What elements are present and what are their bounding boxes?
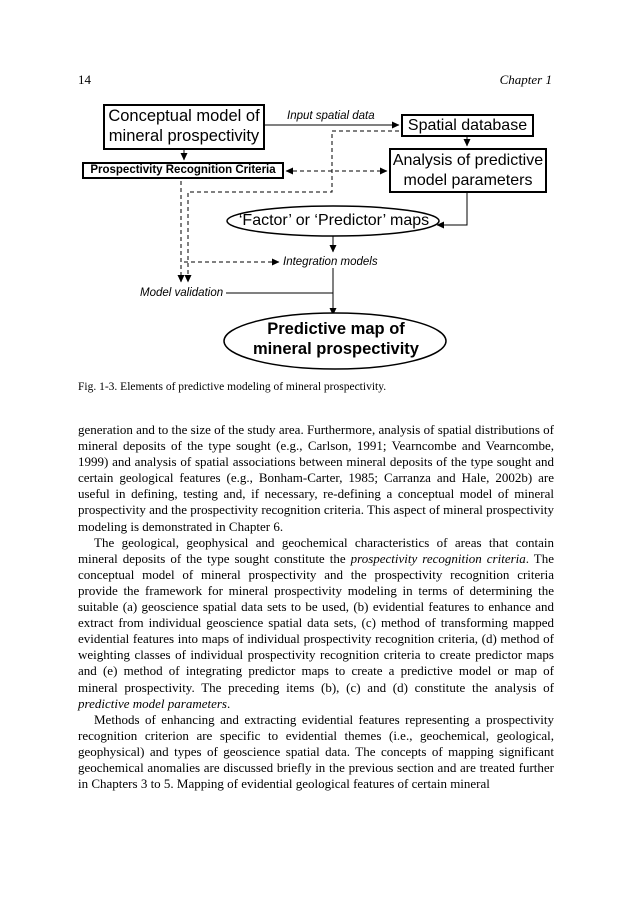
paragraph-2-part-a: The geological, geophysical and geochemical characteristics of areas that contain mineral deposits of the type sought constitute the bbox=[78, 534, 554, 566]
arrow-analysis-to-factor bbox=[437, 193, 467, 225]
paragraph-2-emphasis-1: prospectivity recognition criteria bbox=[350, 550, 526, 566]
factor-maps-label: ‘Factor’ or ‘Predictor’ maps bbox=[238, 212, 430, 229]
paragraph-2 bbox=[78, 535, 554, 712]
analysis-line-1: Analysis of predictive bbox=[392, 152, 544, 170]
paragraph-2-emphasis-2: predictive model parameters bbox=[78, 695, 227, 711]
final-map-line-2: mineral prospectivity bbox=[253, 339, 419, 358]
running-header-chapter: Chapter 1 bbox=[499, 72, 552, 87]
paragraph-1: generation and to the size of the study area. Furthermore, analysis of spatial distributions of mineral deposits of the type sought (e.g., Carlson, 1991; Vearncombe and Vearncombe, 1999) and analysis of spatial associations between mineral deposits of the type sought and certain geological features (e.g., Bonham-Carter, 1985; Carranza and Hale, 2002b) are useful in defining, testing and, if necessary, re-defining a conceptual model of mineral prospectivity and the prospectivity recognition criteria. This aspect of mineral prospectivity modeling is demonstrated in Chapter 6. bbox=[78, 422, 554, 534]
conceptual-model-box bbox=[103, 104, 265, 150]
model-validation-label: Model validation bbox=[140, 287, 224, 299]
final-map-line-1: Predictive map of bbox=[267, 320, 405, 338]
analysis-box bbox=[389, 148, 547, 193]
input-spatial-data-label: Input spatial data bbox=[287, 110, 375, 122]
figure-caption: Fig. 1-3. Elements of predictive modeling of mineral prospectivity. bbox=[78, 381, 387, 393]
body-text bbox=[78, 422, 554, 792]
criteria-label: Prospectivity Recognition Criteria bbox=[90, 163, 276, 176]
page-number: 14 bbox=[78, 72, 91, 87]
paragraph-2-part-c: . bbox=[226, 695, 231, 711]
final-map-label bbox=[228, 320, 444, 360]
spatial-database-box bbox=[401, 114, 534, 137]
analysis-line-2: model parameters bbox=[403, 171, 533, 189]
conceptual-model-line-2: mineral prospectivity bbox=[108, 127, 260, 145]
criteria-box bbox=[82, 162, 284, 179]
paragraph-2-part-b: . The conceptual model of mineral prospectivity and the prospectivity recognition criteria provide the framework for mineral prospectivity modeling in terms of determining the suitable (a) geoscience spatial data sets to be used, (b) evidential features to enhance and extract from individual geoscience spatial data sets, (c) method of transforming mapped evidential features into maps of individual prospectivity recognition criteria, (d) method of weighting classes of individual prospectivity recognition criteria to create predictor maps and (e) method of integrating predictor maps to create a predictive model or map of mineral prospectivity. The preceding items (b), (c) and (d) constitute the analysis of bbox=[78, 550, 555, 695]
conceptual-model-line-1: Conceptual model of bbox=[108, 107, 260, 126]
spatial-database-label: Spatial database bbox=[407, 116, 528, 134]
integration-models-label: Integration models bbox=[283, 256, 378, 268]
paragraph-3: Methods of enhancing and extracting evidential features representing a prospectivity recognition criterion are specific to evidential themes (i.e., geochemical, geological, geophysical) and types of geoscience spatial data. The concepts of mapping significant geochemical anomalies are discussed briefly in the previous section and are treated further in Chapters 3 to 5. Mapping of evidential geological features of certain mineral bbox=[78, 711, 554, 792]
